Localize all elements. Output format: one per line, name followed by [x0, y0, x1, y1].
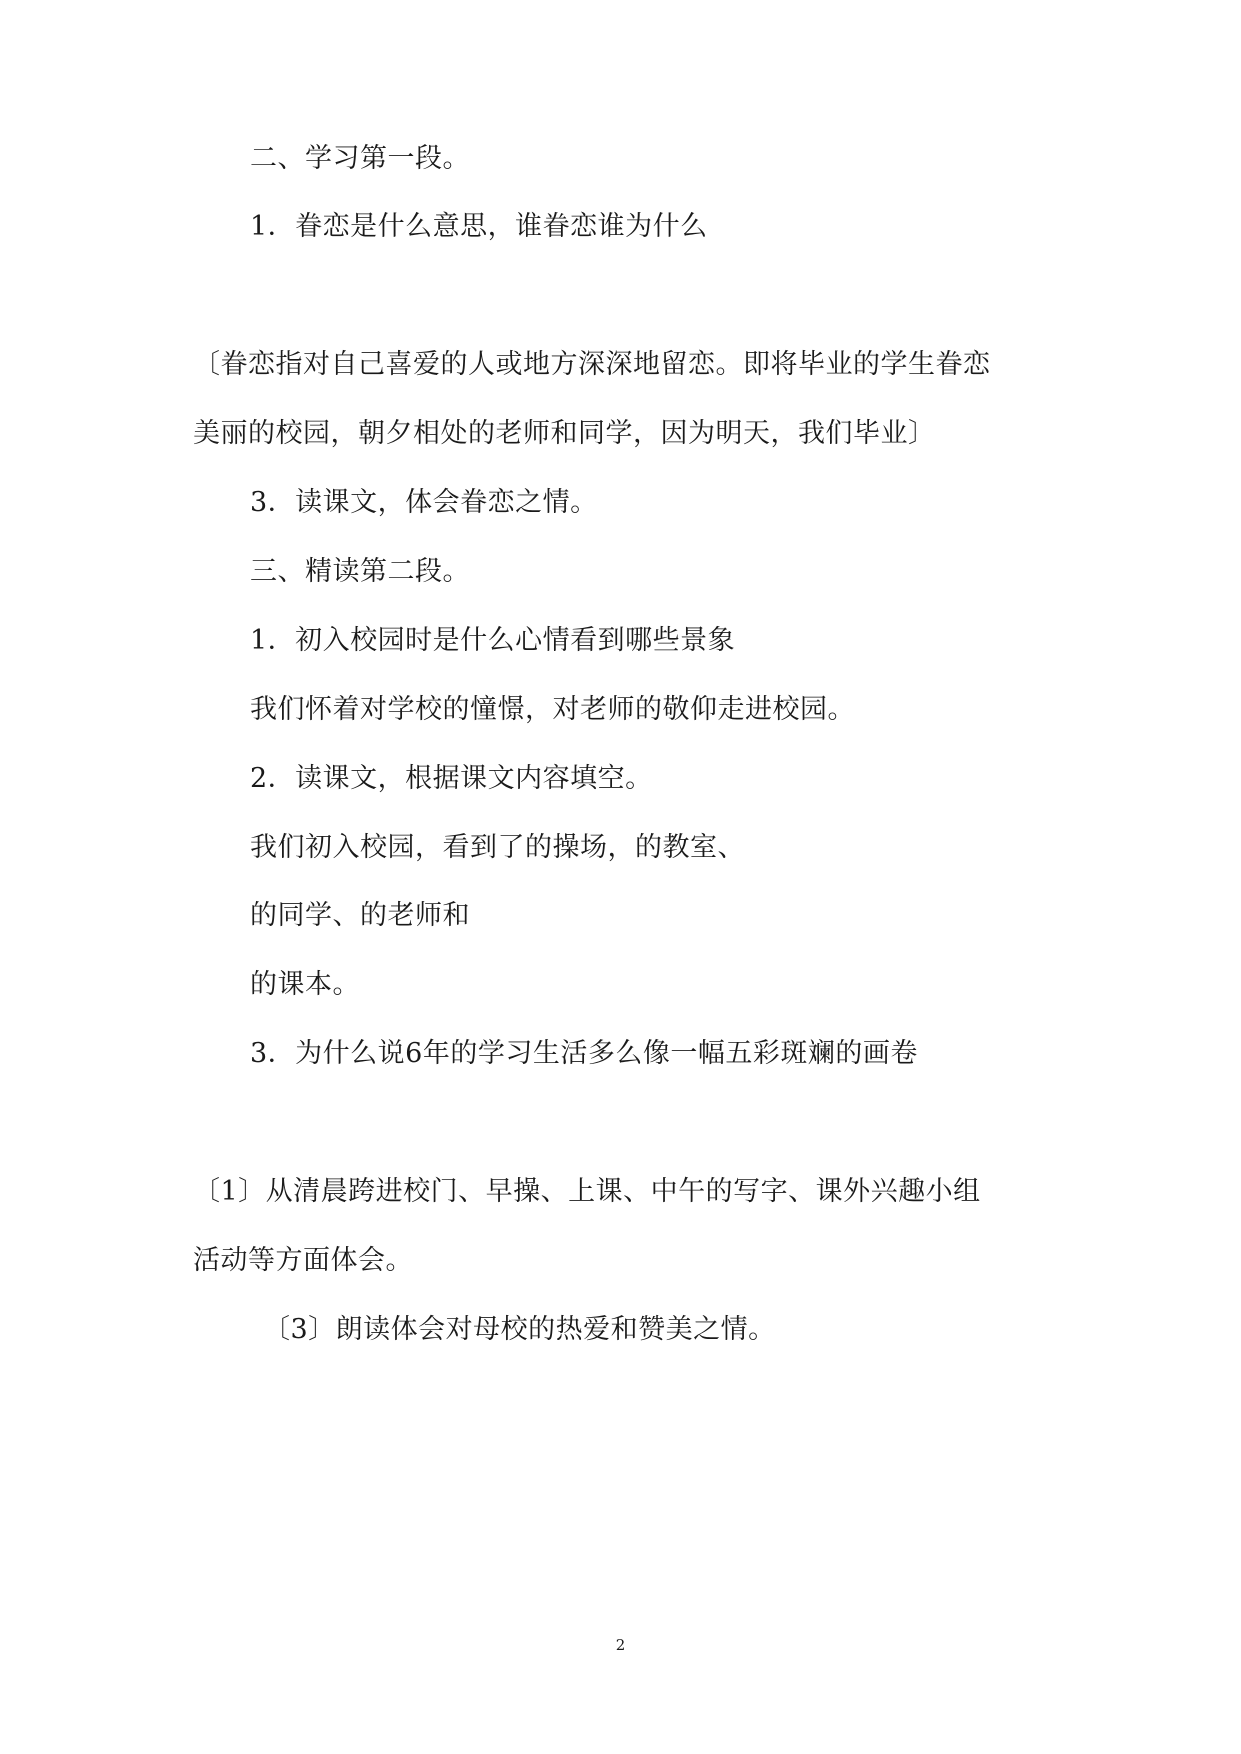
sub-answer-3: 〔3〕朗读体会对母校的热爱和赞美之情。 [263, 1314, 776, 1345]
fill-blank-line-2: 的同学、的老师和 [250, 900, 470, 931]
question-1: 1．眷恋是什么意思，谁眷恋谁为什么 [250, 211, 708, 242]
answer-line-3: 我们怀着对学校的憧憬，对老师的敬仰走进校园。 [250, 694, 855, 725]
section-heading-1: 二、学习第一段。 [250, 143, 470, 174]
question-3: 3．读课文，体会眷恋之情。 [250, 487, 598, 518]
section-heading-3: 三、精读第二段。 [250, 556, 470, 587]
fill-blank-line-3: 的课本。 [250, 969, 360, 1000]
fill-blank-line-1: 我们初入校园，看到了的操场，的教室、 [250, 832, 745, 863]
answer-line-1: 〔眷恋指对自己喜爱的人或地方深深地留恋。即将毕业的学生眷恋 [193, 349, 991, 380]
question-1-section-3: 1．初入校园时是什么心情看到哪些景象 [250, 625, 736, 656]
question-2-section-3: 2．读课文，根据课文内容填空。 [250, 763, 653, 794]
question-3-section-3: 3．为什么说6年的学习生活多么像一幅五彩斑斓的画卷 [250, 1038, 918, 1069]
page-number: 2 [615, 1636, 626, 1654]
sub-answer-1-line-1: 〔1〕从清晨跨进校门、早操、上课、中午的写字、课外兴趣小组 [193, 1176, 981, 1207]
answer-line-2: 美丽的校园，朝夕相处的老师和同学，因为明天，我们毕业〕 [193, 418, 936, 449]
sub-answer-1-line-2: 活动等方面体会。 [193, 1245, 413, 1276]
